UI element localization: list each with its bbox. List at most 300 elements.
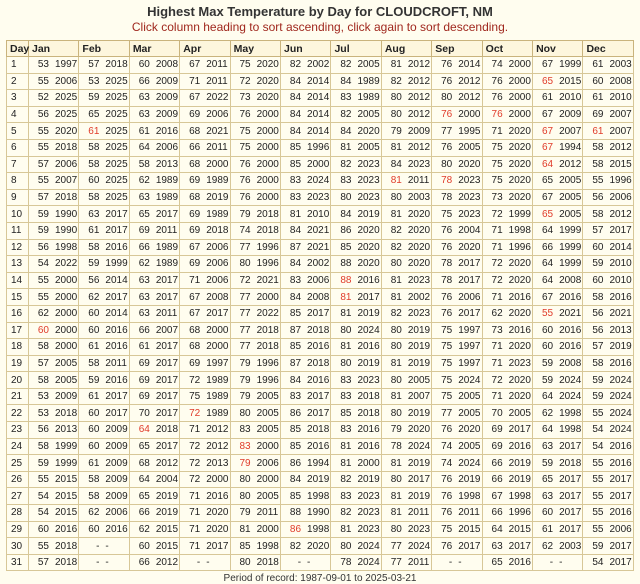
- max-temp-value: 63: [138, 192, 150, 204]
- max-temp-value: 85: [289, 440, 302, 452]
- record-year: 2017: [206, 540, 229, 552]
- max-temp-value: -: [448, 557, 453, 569]
- temp-cell: [29, 106, 79, 123]
- temp-cell: [381, 222, 431, 239]
- column-heading-may[interactable]: May: [230, 41, 280, 57]
- max-temp-value: 64: [138, 142, 150, 154]
- max-temp-value: 84: [289, 75, 302, 87]
- temp-cell: [129, 57, 179, 74]
- temp-cell: [180, 505, 230, 522]
- max-temp-value: 72: [239, 275, 251, 287]
- temp-cell: [180, 322, 230, 339]
- temp-cell: [482, 455, 532, 472]
- temp-cell: [432, 422, 482, 439]
- temp-cell: [482, 189, 532, 206]
- max-temp-value: 71: [491, 225, 503, 237]
- max-temp-value: 75: [441, 341, 453, 353]
- max-temp-value: 56: [592, 192, 604, 204]
- record-year: 2005: [357, 59, 380, 71]
- record-year: 2000: [55, 308, 78, 320]
- temp-cell: [230, 139, 280, 156]
- temp-cell: [129, 455, 179, 472]
- temp-cell: [583, 222, 634, 239]
- record-year: 1989: [206, 391, 229, 403]
- max-temp-value: 75: [189, 391, 201, 403]
- max-temp-value: 81: [340, 291, 352, 303]
- temp-cell: [79, 256, 129, 273]
- record-year: 2012: [407, 92, 431, 104]
- record-year: 2020: [256, 75, 279, 87]
- max-temp-value: 69: [189, 357, 201, 369]
- record-year: 2009: [105, 474, 128, 486]
- max-temp-value: 53: [37, 59, 49, 71]
- column-heading-dec[interactable]: Dec: [583, 41, 634, 57]
- day-cell: 6: [7, 139, 29, 156]
- temp-cell: [281, 388, 331, 405]
- record-year: 2012: [559, 158, 582, 170]
- max-temp-value: 76: [441, 142, 453, 154]
- temp-cell: [230, 256, 280, 273]
- max-temp-value: 67: [189, 59, 201, 71]
- max-temp-value: 67: [189, 241, 201, 253]
- max-temp-value: 82: [340, 507, 352, 519]
- record-year: 2016: [508, 440, 531, 452]
- max-temp-value: 61: [88, 457, 100, 469]
- max-temp-value: 58: [88, 142, 100, 154]
- record-year: 2000: [206, 158, 229, 170]
- record-year: 2000: [256, 125, 279, 137]
- record-year: 2009: [105, 457, 128, 469]
- max-temp-value: 87: [289, 324, 302, 336]
- temp-cell: [381, 488, 431, 505]
- max-temp-value: 75: [239, 59, 251, 71]
- max-temp-value: 58: [138, 158, 150, 170]
- record-year: 1999: [559, 258, 582, 270]
- max-temp-value: 71: [189, 75, 201, 87]
- temp-cell: [180, 455, 230, 472]
- column-heading-jul[interactable]: Jul: [331, 41, 381, 57]
- record-year: 2019: [307, 474, 330, 486]
- record-year: 2005: [559, 175, 582, 187]
- max-temp-value: 72: [189, 457, 201, 469]
- day-cell: 21: [7, 388, 29, 405]
- record-year: 2017: [155, 291, 179, 303]
- record-year: 2024: [407, 440, 431, 452]
- record-year: 2016: [559, 291, 582, 303]
- max-temp-value: 75: [491, 158, 503, 170]
- record-year: 2012: [407, 109, 431, 121]
- temp-cell: [533, 305, 583, 322]
- temp-cell: [583, 239, 634, 256]
- temp-cell: [79, 289, 129, 306]
- max-temp-value: -: [96, 540, 100, 552]
- record-year: 2018: [256, 324, 279, 336]
- record-year: 2016: [609, 357, 632, 369]
- temp-cell: [129, 488, 179, 505]
- temp-cell: [230, 505, 280, 522]
- temp-cell: [29, 355, 79, 372]
- column-heading-mar[interactable]: Mar: [129, 41, 179, 57]
- record-year: 2005: [256, 391, 279, 403]
- max-temp-value: 58: [592, 158, 604, 170]
- record-year: 2018: [155, 424, 179, 436]
- temp-cell: [381, 339, 431, 356]
- record-year: 2016: [105, 324, 128, 336]
- day-cell: 7: [7, 156, 29, 173]
- temp-cell: [29, 305, 79, 322]
- record-year: 2005: [559, 192, 582, 204]
- record-year: 2019: [609, 341, 632, 353]
- max-temp-value: 56: [37, 424, 49, 436]
- temp-cell: [331, 405, 381, 422]
- temp-cell: [381, 73, 431, 90]
- temp-cell: [381, 554, 431, 571]
- max-temp-value: 63: [491, 540, 503, 552]
- temp-cell: [230, 455, 280, 472]
- temp-cell: [281, 123, 331, 140]
- max-temp-value: 61: [88, 341, 100, 353]
- day-cell: 11: [7, 222, 29, 239]
- temp-cell: [79, 73, 129, 90]
- temp-cell: [381, 372, 431, 389]
- max-temp-value: 62: [138, 258, 150, 270]
- max-temp-value: 75: [441, 374, 453, 386]
- max-temp-value: 66: [541, 241, 554, 253]
- record-year: 2017: [155, 391, 179, 403]
- record-year: 1989: [206, 175, 229, 187]
- max-temp-value: 84: [289, 92, 302, 104]
- temp-cell: [381, 521, 431, 538]
- temp-cell: [129, 438, 179, 455]
- record-year: 2015: [155, 523, 179, 535]
- record-year: 2025: [105, 109, 128, 121]
- max-temp-value: 64: [541, 158, 554, 170]
- temp-cell: [533, 156, 583, 173]
- temp-cell: [432, 372, 482, 389]
- max-temp-value: 81: [340, 457, 352, 469]
- record-year: 2016: [105, 241, 128, 253]
- max-temp-value: 68: [189, 341, 201, 353]
- temp-cell: [281, 471, 331, 488]
- max-temp-value: 69: [189, 208, 201, 220]
- temp-cell: [432, 173, 482, 190]
- max-temp-value: 85: [340, 407, 352, 419]
- max-temp-value: 84: [340, 208, 352, 220]
- temp-cell: [583, 554, 634, 571]
- temp-cell: [180, 139, 230, 156]
- temp-cell: [129, 272, 179, 289]
- record-year: 1997: [458, 357, 481, 369]
- record-year: 2018: [357, 391, 380, 403]
- record-year: 2023: [357, 523, 380, 535]
- record-year: 2005: [458, 407, 481, 419]
- temp-cell: [432, 388, 482, 405]
- temp-cell: [180, 222, 230, 239]
- column-heading-day[interactable]: Day: [7, 41, 29, 57]
- max-temp-value: 71: [189, 540, 201, 552]
- temp-cell: [482, 339, 532, 356]
- max-temp-value: 71: [491, 391, 503, 403]
- record-year: 2008: [307, 291, 330, 303]
- temp-cell: [29, 206, 79, 223]
- max-temp-value: 80: [239, 258, 251, 270]
- max-temp-value: 67: [189, 92, 201, 104]
- temp-cell: [432, 156, 482, 173]
- max-temp-value: 81: [390, 275, 402, 287]
- record-year: 2016: [609, 291, 632, 303]
- max-temp-value: 61: [88, 391, 100, 403]
- max-temp-value: 55: [592, 523, 604, 535]
- temp-cell: [281, 405, 331, 422]
- max-temp-value: 55: [592, 175, 604, 187]
- max-temp-value: 86: [340, 225, 352, 237]
- max-temp-value: 79: [239, 507, 251, 519]
- record-year: 2015: [55, 490, 78, 502]
- max-temp-value: 65: [138, 208, 150, 220]
- max-temp-value: 72: [189, 440, 201, 452]
- max-temp-value: 68: [189, 158, 201, 170]
- max-temp-value: 87: [289, 241, 302, 253]
- temp-cell: [432, 222, 482, 239]
- record-year: 1996: [508, 241, 531, 253]
- record-year: 2017: [458, 275, 481, 287]
- record-year: 2015: [559, 75, 582, 87]
- temp-cell: [432, 256, 482, 273]
- temp-cell: [230, 355, 280, 372]
- temp-cell: [583, 123, 634, 140]
- temp-cell: [533, 388, 583, 405]
- record-year: 2024: [357, 557, 380, 569]
- day-cell: 23: [7, 422, 29, 439]
- max-temp-value: 80: [239, 474, 251, 486]
- day-cell: 12: [7, 239, 29, 256]
- record-year: 2000: [256, 158, 279, 170]
- record-year: 2008: [206, 291, 229, 303]
- column-heading-oct[interactable]: Oct: [482, 41, 532, 57]
- record-year: -: [206, 557, 210, 569]
- record-year: 1989: [357, 92, 380, 104]
- record-year: 2024: [609, 391, 632, 403]
- temp-cell: [381, 256, 431, 273]
- record-year: 2000: [55, 291, 78, 303]
- record-year: 2000: [256, 142, 279, 154]
- max-temp-value: 58: [37, 341, 49, 353]
- max-temp-value: 74: [441, 457, 453, 469]
- max-temp-value: 74: [239, 225, 251, 237]
- temp-cell: [29, 222, 79, 239]
- column-heading-feb[interactable]: Feb: [79, 41, 129, 57]
- record-year: 2013: [55, 424, 78, 436]
- temp-cell: [583, 106, 634, 123]
- temp-cell: [230, 272, 280, 289]
- temp-cell: [281, 488, 331, 505]
- temp-cell: [432, 554, 482, 571]
- day-cell: 18: [7, 339, 29, 356]
- max-temp-value: -: [96, 557, 100, 569]
- max-temp-value: 74: [491, 59, 503, 71]
- temp-cell: [281, 106, 331, 123]
- record-year: 2023: [407, 275, 431, 287]
- record-year: 2017: [105, 391, 128, 403]
- max-temp-value: 59: [592, 374, 604, 386]
- max-temp-value: 52: [37, 92, 49, 104]
- temp-cell: [331, 488, 381, 505]
- max-temp-value: 66: [138, 241, 150, 253]
- max-temp-value: 57: [37, 557, 49, 569]
- temp-cell: [432, 471, 482, 488]
- record-year: 1998: [458, 490, 481, 502]
- record-year: 2018: [55, 192, 78, 204]
- temp-cell: [79, 239, 129, 256]
- record-year: 2017: [559, 490, 582, 502]
- day-cell: 8: [7, 173, 29, 190]
- record-year: 2025: [55, 92, 78, 104]
- record-year: 2017: [105, 291, 128, 303]
- max-temp-value: 58: [592, 357, 604, 369]
- record-year: 2006: [458, 291, 481, 303]
- record-year: 2011: [155, 308, 178, 320]
- temp-cell: [533, 554, 583, 571]
- column-heading-sep[interactable]: Sep: [432, 41, 482, 57]
- record-year: 2023: [357, 374, 380, 386]
- record-year: 1997: [458, 341, 481, 353]
- temp-cell: [533, 438, 583, 455]
- max-temp-value: 84: [289, 125, 302, 137]
- max-temp-value: 87: [289, 357, 302, 369]
- max-temp-value: 75: [239, 142, 251, 154]
- record-year: 2007: [155, 324, 179, 336]
- max-temp-value: 76: [441, 540, 453, 552]
- max-temp-value: 68: [189, 324, 201, 336]
- temp-cell: [79, 355, 129, 372]
- table-row: [7, 222, 634, 239]
- max-temp-value: 71: [189, 507, 201, 519]
- record-year: 2000: [256, 523, 279, 535]
- temp-cell: [180, 173, 230, 190]
- temp-cell: [129, 206, 179, 223]
- max-temp-value: 80: [441, 158, 453, 170]
- temp-cell: [230, 422, 280, 439]
- temp-cell: [180, 355, 230, 372]
- max-temp-value: 60: [88, 440, 100, 452]
- temp-cell: [180, 554, 230, 571]
- table-row: [7, 355, 634, 372]
- temp-cell: [79, 173, 129, 190]
- record-year: 2020: [508, 275, 531, 287]
- max-temp-value: 62: [138, 175, 150, 187]
- column-heading-jan[interactable]: Jan: [29, 41, 79, 57]
- max-temp-value: 58: [88, 158, 100, 170]
- max-temp-value: 72: [491, 275, 503, 287]
- record-year: 1989: [206, 208, 229, 220]
- record-year: 2007: [559, 125, 582, 137]
- max-temp-value: 72: [189, 474, 201, 486]
- temp-cell: [79, 339, 129, 356]
- temp-cell: [230, 123, 280, 140]
- max-temp-value: 67: [491, 490, 503, 502]
- max-temp-value: 80: [340, 324, 352, 336]
- record-year: 1997: [206, 357, 229, 369]
- record-year: 2011: [458, 507, 480, 519]
- temp-cell: [432, 505, 482, 522]
- max-temp-value: 71: [189, 275, 201, 287]
- temp-cell: [381, 173, 431, 190]
- record-year: 2018: [307, 424, 330, 436]
- temp-cell: [79, 156, 129, 173]
- record-year: 2020: [256, 59, 279, 71]
- temp-cell: [432, 189, 482, 206]
- record-year: 2018: [307, 324, 330, 336]
- column-heading-aug[interactable]: Aug: [381, 41, 431, 57]
- max-temp-value: 80: [390, 474, 402, 486]
- max-temp-value: 57: [88, 59, 100, 71]
- column-heading-jun[interactable]: Jun: [281, 41, 331, 57]
- max-temp-value: 66: [491, 474, 503, 486]
- max-temp-value: 80: [390, 407, 402, 419]
- max-temp-value: 58: [88, 490, 100, 502]
- table-row: [7, 156, 634, 173]
- max-temp-value: -: [196, 557, 201, 569]
- temp-cell: [432, 272, 482, 289]
- temp-cell: [129, 156, 179, 173]
- max-temp-value: 63: [138, 275, 150, 287]
- record-year: 2018: [559, 457, 582, 469]
- record-year: 2017: [508, 424, 531, 436]
- record-year: 2020: [407, 424, 431, 436]
- record-year: 2010: [609, 92, 632, 104]
- temp-cell: [281, 554, 331, 571]
- record-year: 2014: [307, 75, 330, 87]
- max-temp-value: 80: [390, 258, 402, 270]
- max-temp-value: 78: [390, 440, 402, 452]
- record-year: 2017: [155, 407, 179, 419]
- temp-cell: [129, 189, 179, 206]
- max-temp-value: 63: [541, 490, 554, 502]
- temp-cell: [432, 90, 482, 107]
- table-row: [7, 455, 634, 472]
- temp-cell: [281, 305, 331, 322]
- record-year: 2018: [105, 59, 128, 71]
- temp-cell: [180, 372, 230, 389]
- record-year: 2023: [407, 308, 431, 320]
- max-temp-value: 76: [491, 109, 503, 121]
- record-year: 2017: [609, 490, 632, 502]
- temp-cell: [79, 521, 129, 538]
- max-temp-value: 85: [340, 241, 352, 253]
- temp-cell: [180, 388, 230, 405]
- record-year: 2002: [407, 291, 431, 303]
- temp-cell: [432, 339, 482, 356]
- column-heading-apr[interactable]: Apr: [180, 41, 230, 57]
- record-year: 2024: [458, 374, 481, 386]
- column-heading-nov[interactable]: Nov: [533, 41, 583, 57]
- record-year: 2020: [407, 225, 431, 237]
- max-temp-value: 67: [541, 125, 554, 137]
- record-year: 2000: [256, 175, 279, 187]
- record-year: 2004: [155, 474, 179, 486]
- temp-cell: [583, 272, 634, 289]
- max-temp-value: 71: [189, 424, 201, 436]
- temp-cell: [29, 388, 79, 405]
- temp-cell: [79, 106, 129, 123]
- record-year: 2025: [105, 142, 128, 154]
- max-temp-value: 82: [390, 308, 402, 320]
- record-year: 1996: [256, 374, 279, 386]
- max-temp-value: 74: [441, 440, 453, 452]
- record-year: 2009: [105, 440, 128, 452]
- record-year: 2024: [609, 374, 632, 386]
- record-year: 2017: [609, 225, 632, 237]
